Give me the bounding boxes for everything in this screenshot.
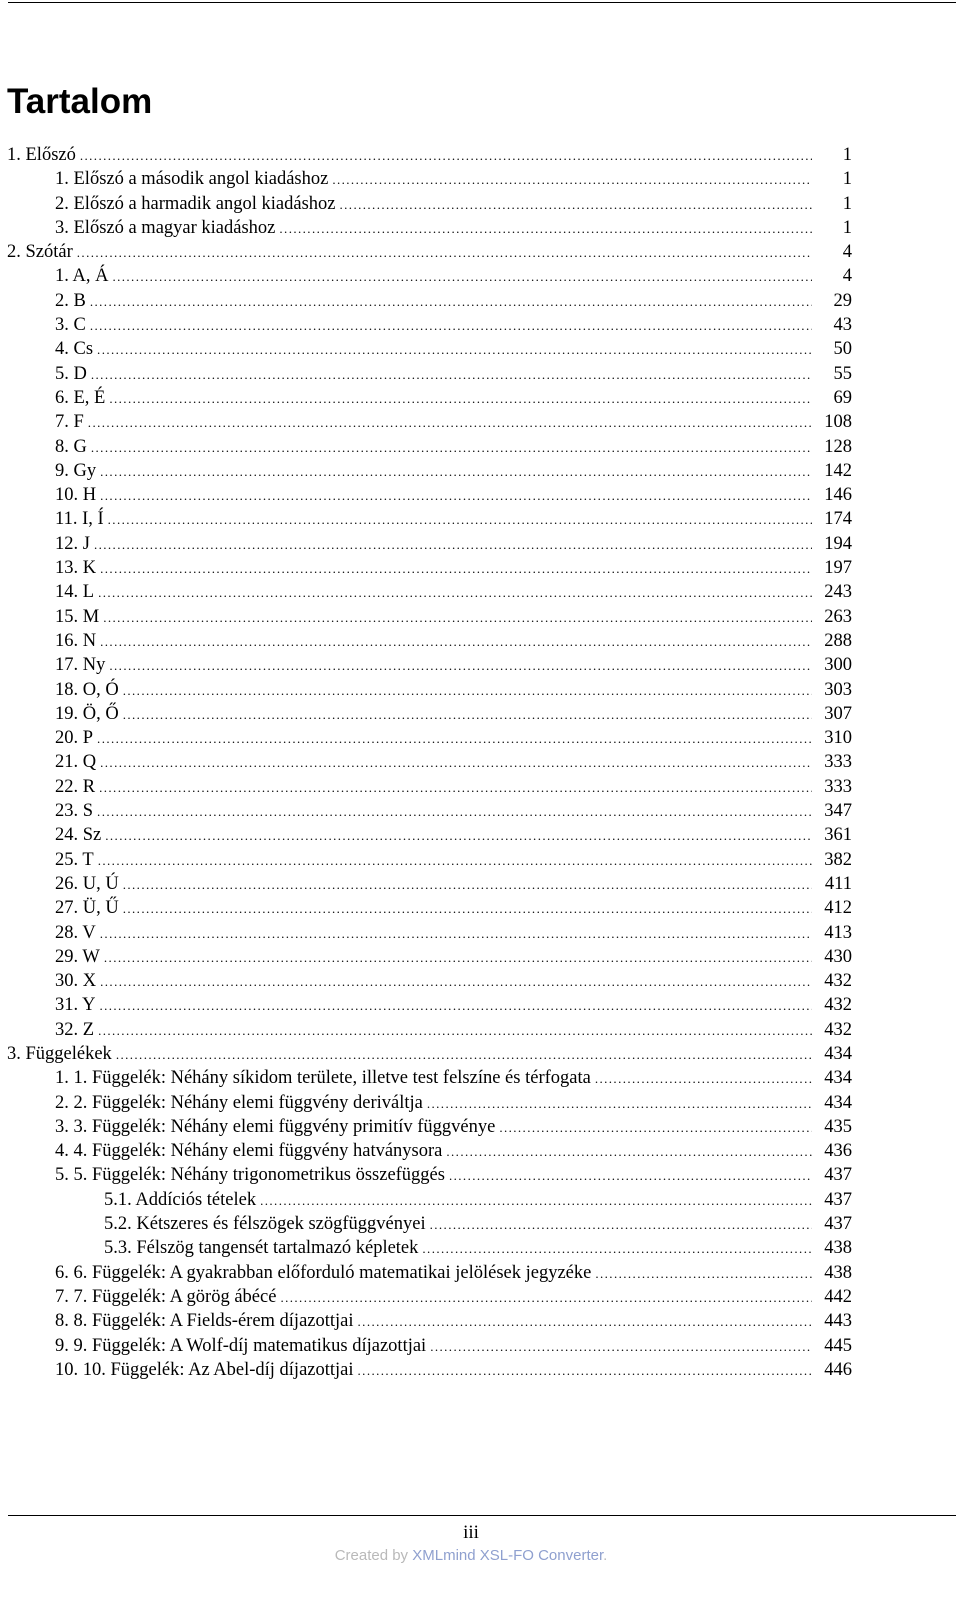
toc-entry-page[interactable]: 55 xyxy=(833,363,852,384)
toc-dot-leader xyxy=(105,824,812,848)
toc-dot-leader xyxy=(358,1310,812,1334)
toc-entry[interactable] xyxy=(7,1236,852,1260)
toc-entry-page[interactable]: 108 xyxy=(824,412,852,433)
toc-entry-page[interactable]: 146 xyxy=(824,485,852,506)
toc-entry-title[interactable]: 14. L xyxy=(55,582,95,603)
toc-entry[interactable] xyxy=(7,1139,852,1163)
toc-dot-leader xyxy=(99,776,812,800)
toc-entry[interactable] xyxy=(7,775,852,799)
toc-entry-title[interactable]: 6. E, É xyxy=(55,387,106,408)
toc-dot-leader xyxy=(90,314,812,338)
toc-entry-page[interactable]: 288 xyxy=(824,630,852,651)
toc-entry-page[interactable]: 310 xyxy=(824,728,852,749)
toc-entry-title[interactable]: 10. 10. Függelék: Az Abel-díj díjazottjai xyxy=(55,1359,354,1380)
toc-entry-title[interactable]: 9. 9. Függelék: A Wolf-díj matematikus díjazottjai xyxy=(55,1335,427,1356)
toc-entry-title[interactable]: 2. B xyxy=(55,290,86,311)
toc-dot-leader xyxy=(100,630,812,654)
toc-entry-title[interactable]: 2. 2. Függelék: Néhány elemi függvény deriváltja xyxy=(55,1092,423,1113)
toc-entry-page[interactable]: 174 xyxy=(824,509,852,530)
toc-entry[interactable] xyxy=(7,993,852,1017)
toc-entry-page[interactable]: 412 xyxy=(824,898,852,919)
toc-entry-page[interactable]: 411 xyxy=(824,873,852,894)
toc-entry[interactable] xyxy=(7,1018,852,1042)
toc-entry[interactable] xyxy=(7,1212,852,1236)
toc-entry[interactable] xyxy=(7,1163,852,1187)
toc-entry-title[interactable]: 7. F xyxy=(55,412,84,433)
toc-entry-page[interactable]: 432 xyxy=(824,971,852,992)
toc-entry-title[interactable]: 8. G xyxy=(55,436,87,457)
toc-entry-page[interactable]: 50 xyxy=(833,339,852,360)
toc-entry[interactable] xyxy=(7,410,852,434)
toc-entry[interactable] xyxy=(7,507,852,531)
toc-dot-leader xyxy=(99,994,812,1018)
toc-entry[interactable] xyxy=(7,1261,852,1285)
toc-entry[interactable] xyxy=(7,921,852,945)
toc-entry-page[interactable]: 1 xyxy=(842,169,852,190)
toc-dot-leader xyxy=(97,727,812,751)
toc-entry-title[interactable]: 15. M xyxy=(55,606,100,627)
toc-dot-leader xyxy=(280,1286,812,1310)
toc-dot-leader xyxy=(94,533,812,557)
toc-entry-title[interactable]: 5.2. Kétszeres és félszögek szögfüggvényei xyxy=(104,1214,426,1235)
toc-entry[interactable] xyxy=(7,1358,852,1382)
toc-dot-leader xyxy=(123,703,812,727)
toc-entry-page[interactable]: 243 xyxy=(824,582,852,603)
toc-dot-leader xyxy=(100,970,812,994)
toc-entry-page[interactable]: 434 xyxy=(824,1092,852,1113)
toc-entry[interactable] xyxy=(7,872,852,896)
toc-entry-page[interactable]: 382 xyxy=(824,849,852,870)
toc-entry[interactable] xyxy=(7,605,852,629)
toc-entry[interactable] xyxy=(7,337,852,361)
toc-dot-leader xyxy=(90,290,812,314)
toc-entry-page[interactable]: 1 xyxy=(842,217,852,238)
toc-dot-leader xyxy=(100,922,812,946)
toc-entry[interactable] xyxy=(7,678,852,702)
page-number: iii xyxy=(463,1522,479,1543)
toc-entry-page[interactable]: 1 xyxy=(842,193,852,214)
toc-dot-leader xyxy=(77,241,812,265)
toc-entry-title[interactable]: 27. Ü, Ű xyxy=(55,898,119,919)
toc-dot-leader xyxy=(123,873,812,897)
toc-dot-leader xyxy=(430,1213,812,1237)
toc-entry-page[interactable]: 4 xyxy=(842,242,852,263)
toc-entry[interactable] xyxy=(7,629,852,653)
toc-entry-page[interactable]: 1 xyxy=(842,145,852,165)
toc-entry-title[interactable]: 3. Függelékek xyxy=(7,1043,112,1064)
toc-entry[interactable] xyxy=(7,313,852,337)
toc-entry-page[interactable]: 430 xyxy=(824,946,852,967)
toc-entry-title[interactable]: 5. 5. Függelék: Néhány trigonometrikus összefüggés xyxy=(55,1165,445,1186)
toc-entry[interactable] xyxy=(7,1115,852,1139)
toc-entry[interactable] xyxy=(7,264,852,288)
toc-entry-title[interactable]: 2. Szótár xyxy=(7,242,73,263)
toc-entry-page[interactable]: 445 xyxy=(824,1335,852,1356)
toc-entry[interactable] xyxy=(7,386,852,410)
toc-entry-page[interactable]: 434 xyxy=(824,1043,852,1064)
toc-entry[interactable] xyxy=(7,726,852,750)
toc-dot-leader xyxy=(446,1140,812,1164)
toc-entry-page[interactable]: 300 xyxy=(824,655,852,676)
toc-dot-leader xyxy=(123,679,812,703)
toc-entry-title[interactable]: 28. V xyxy=(55,922,96,943)
toc-entry-title[interactable]: 13. K xyxy=(55,558,97,579)
toc-entry[interactable] xyxy=(7,823,852,847)
toc-dot-leader xyxy=(97,800,812,824)
toc-entry[interactable] xyxy=(7,750,852,774)
toc-entry-title[interactable]: 10. H xyxy=(55,485,97,506)
toc-dot-leader xyxy=(260,1189,812,1213)
toc-entry-page[interactable]: 437 xyxy=(824,1189,852,1210)
toc-entry-page[interactable]: 443 xyxy=(824,1311,852,1332)
toc-dot-leader xyxy=(103,606,812,630)
toc-dot-leader xyxy=(100,484,812,508)
footer-rule xyxy=(8,1515,956,1516)
toc-dot-leader xyxy=(100,751,812,775)
toc-entry[interactable] xyxy=(7,799,852,823)
toc-dot-leader xyxy=(100,557,812,581)
toc-entry-title[interactable]: 20. P xyxy=(55,728,94,749)
toc-dot-leader xyxy=(340,193,813,217)
toc-entry-title[interactable]: 17. Ny xyxy=(55,655,106,676)
toc-entry-title[interactable]: 8. 8. Függelék: A Fields-érem díjazottjai xyxy=(55,1311,354,1332)
toc-entry-title[interactable]: 31. Y xyxy=(55,995,96,1016)
toc-dot-leader xyxy=(449,1164,812,1188)
toc-entry-title[interactable]: 1. 1. Függelék: Néhány síkidom területe, illetve test felszíne és térfogata xyxy=(55,1068,591,1089)
toc-entry[interactable] xyxy=(7,1042,852,1066)
toc-entry-title[interactable]: 3. C xyxy=(55,315,86,336)
toc-entry-title[interactable]: 29. W xyxy=(55,946,100,967)
toc-entry-title[interactable]: 16. N xyxy=(55,630,97,651)
toc-dot-leader xyxy=(104,946,812,970)
toc-entry-title[interactable]: 7. 7. Függelék: A görög ábécé xyxy=(55,1286,277,1307)
toc-dot-leader xyxy=(123,897,812,921)
toc-dot-leader xyxy=(108,508,812,532)
toc-entry-title[interactable]: 6. 6. Függelék: A gyakrabban előforduló matematikai jelölések jegyzéke xyxy=(55,1262,592,1283)
toc-dot-leader xyxy=(98,581,812,605)
toc-entry-title[interactable]: 32. Z xyxy=(55,1019,95,1040)
toc-entry-page[interactable]: 446 xyxy=(824,1359,852,1380)
toc-dot-leader xyxy=(98,849,812,873)
toc-entry[interactable] xyxy=(7,167,852,191)
toc-entry-page[interactable]: 303 xyxy=(824,679,852,700)
toc-entry-title[interactable]: 30. X xyxy=(55,971,97,992)
toc-entry-page[interactable]: 434 xyxy=(824,1068,852,1089)
toc-dot-leader xyxy=(91,363,812,387)
toc-entry-title[interactable]: 5.1. Addíciós tételek xyxy=(104,1189,257,1210)
toc-entry-title[interactable]: 11. I, Í xyxy=(55,509,104,530)
toc-entry[interactable] xyxy=(7,192,852,216)
toc-entry-title[interactable]: 9. Gy xyxy=(55,460,97,481)
page-title: Tartalom xyxy=(7,82,153,121)
toc-entry-page[interactable]: 69 xyxy=(833,387,852,408)
toc-dot-leader xyxy=(91,436,812,460)
toc-entry[interactable] xyxy=(7,1066,852,1090)
toc-entry-title[interactable]: 4. Cs xyxy=(55,339,94,360)
toc-dot-leader xyxy=(595,1262,812,1286)
toc-entry[interactable] xyxy=(7,459,852,483)
toc-entry-title[interactable]: 12. J xyxy=(55,533,90,554)
toc-dot-leader xyxy=(112,265,812,289)
toc-entry-page[interactable]: 29 xyxy=(833,290,852,311)
toc-entry[interactable] xyxy=(7,848,852,872)
toc-entry[interactable] xyxy=(7,556,852,580)
toc-entry-title[interactable]: 5. D xyxy=(55,363,87,384)
toc-dot-leader xyxy=(430,1335,812,1359)
toc-entry[interactable] xyxy=(7,1188,852,1212)
toc-entry-page[interactable]: 438 xyxy=(824,1262,852,1283)
toc-entry-title[interactable]: 22. R xyxy=(55,776,96,797)
toc-entry[interactable] xyxy=(7,1285,852,1309)
toc-dot-leader xyxy=(499,1116,812,1140)
toc-entry[interactable] xyxy=(7,945,852,969)
toc-entry-title[interactable]: 1. Előszó xyxy=(7,145,76,165)
toc-dot-leader xyxy=(100,460,812,484)
toc-dot-leader xyxy=(332,168,812,192)
toc-entry[interactable] xyxy=(7,435,852,459)
footer-credit-suffix: . xyxy=(603,1547,608,1564)
toc-entry-title[interactable]: 18. O, Ó xyxy=(55,679,119,700)
toc-entry-title[interactable]: 5.3. Félszög tangensét tartalmazó képletek xyxy=(104,1238,419,1259)
toc-dot-leader xyxy=(80,144,812,168)
toc-entry[interactable] xyxy=(7,1309,852,1333)
toc-entry-title[interactable]: 23. S xyxy=(55,801,94,822)
toc-entry-page[interactable]: 437 xyxy=(824,1214,852,1235)
toc-entry[interactable] xyxy=(7,1334,852,1358)
toc-entry-title[interactable]: 3. Előszó a magyar kiadáshoz xyxy=(55,217,276,238)
toc-entry[interactable] xyxy=(7,240,852,264)
toc-entry-page[interactable]: 432 xyxy=(824,995,852,1016)
toc-entry[interactable] xyxy=(7,580,852,604)
toc-entry[interactable] xyxy=(7,143,852,167)
toc-entry[interactable] xyxy=(7,483,852,507)
toc-entry-page[interactable]: 263 xyxy=(824,606,852,627)
toc-entry[interactable] xyxy=(7,702,852,726)
toc-entry-page[interactable]: 442 xyxy=(824,1286,852,1307)
toc-dot-leader xyxy=(109,654,812,678)
toc-dot-leader xyxy=(98,1019,812,1043)
toc-entry-page[interactable]: 413 xyxy=(824,922,852,943)
toc-entry-page[interactable]: 43 xyxy=(833,315,852,336)
toc-entry-page[interactable]: 194 xyxy=(824,533,852,554)
toc-entry-page[interactable]: 437 xyxy=(824,1165,852,1186)
toc-entry[interactable] xyxy=(7,896,852,920)
toc-dot-leader xyxy=(97,338,812,362)
toc-entry[interactable] xyxy=(7,289,852,313)
toc-entry-page[interactable]: 361 xyxy=(824,825,852,846)
toc-dot-leader xyxy=(422,1237,812,1261)
header-rule xyxy=(8,2,956,3)
toc-dot-leader xyxy=(109,387,812,411)
toc-entry[interactable] xyxy=(7,1091,852,1115)
toc-entry-page[interactable]: 4 xyxy=(842,266,852,287)
toc-entry-page[interactable]: 347 xyxy=(824,801,852,822)
toc-entry[interactable] xyxy=(7,969,852,993)
toc-entry-title[interactable]: 26. U, Ú xyxy=(55,873,119,894)
toc-entry-title[interactable]: 4. 4. Függelék: Néhány elemi függvény hatványsora xyxy=(55,1141,443,1162)
toc-entry-title[interactable]: 25. T xyxy=(55,849,94,870)
toc-dot-leader xyxy=(88,411,812,435)
toc-entry-page[interactable]: 128 xyxy=(824,436,852,457)
toc-entry-page[interactable]: 333 xyxy=(824,776,852,797)
toc-entry-page[interactable]: 438 xyxy=(824,1238,852,1259)
toc-entry-page[interactable]: 435 xyxy=(824,1116,852,1137)
toc-entry-page[interactable]: 307 xyxy=(824,703,852,724)
toc-entry[interactable] xyxy=(7,653,852,677)
toc-entry[interactable] xyxy=(7,216,852,240)
toc-entry-title[interactable]: 3. 3. Függelék: Néhány elemi függvény primitív függvénye xyxy=(55,1116,496,1137)
toc-dot-leader xyxy=(358,1359,812,1383)
toc-entry-title[interactable]: 19. Ö, Ő xyxy=(55,703,119,724)
toc-entry-title[interactable]: 1. A, Á xyxy=(55,266,109,287)
toc-entry-page[interactable]: 333 xyxy=(824,752,852,773)
toc-entry-title[interactable]: 21. Q xyxy=(55,752,97,773)
footer-credit-prefix: Created by xyxy=(334,1547,413,1564)
toc-entry-title[interactable]: 24. Sz xyxy=(55,825,102,846)
footer-credit-brand[interactable]: XMLmind XSL-FO Converter xyxy=(412,1547,604,1564)
toc-dot-leader xyxy=(427,1092,812,1116)
toc-entry-page[interactable]: 197 xyxy=(824,558,852,579)
toc-dot-leader xyxy=(595,1067,812,1091)
toc-dot-leader xyxy=(116,1043,812,1067)
toc-entry-title[interactable]: 2. Előszó a harmadik angol kiadáshoz xyxy=(55,193,336,214)
toc-entry-title[interactable]: 1. Előszó a második angol kiadáshoz xyxy=(55,169,329,190)
toc-entry-page[interactable]: 432 xyxy=(824,1019,852,1040)
toc-entry[interactable] xyxy=(7,532,852,556)
toc-entry-page[interactable]: 436 xyxy=(824,1141,852,1162)
footer-credit xyxy=(0,1546,942,1566)
table-of-contents xyxy=(7,143,852,1382)
toc-entry-page[interactable]: 142 xyxy=(824,460,852,481)
toc-dot-leader xyxy=(279,217,812,241)
toc-entry[interactable] xyxy=(7,362,852,386)
